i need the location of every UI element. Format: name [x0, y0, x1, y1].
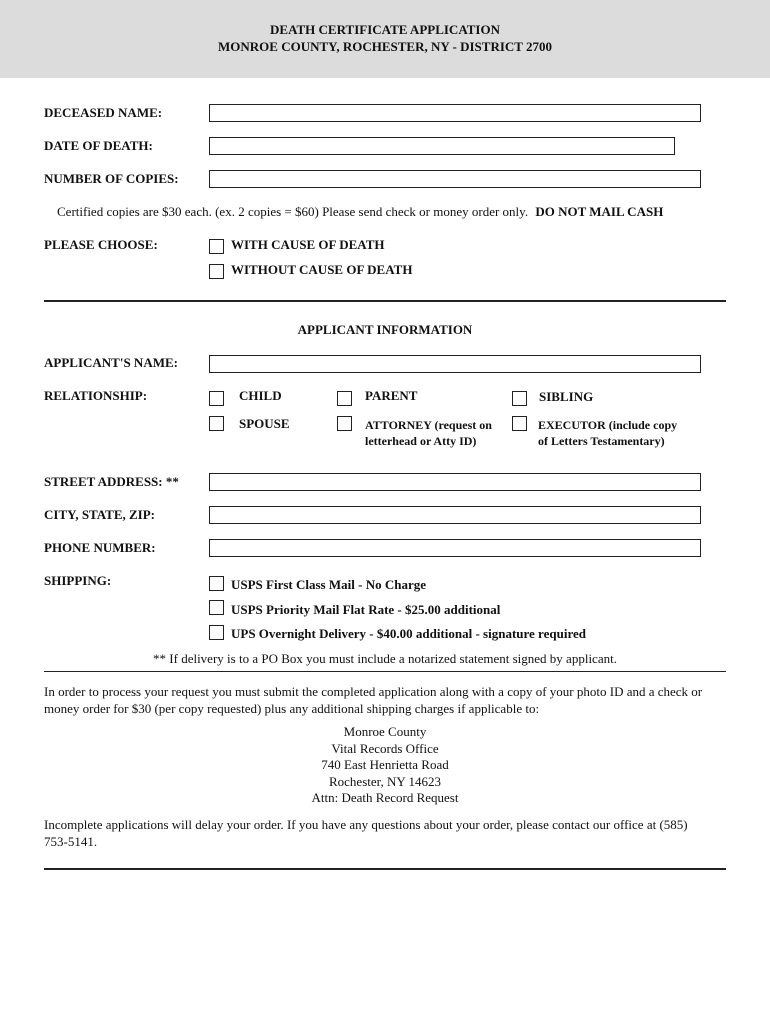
street-address-label: STREET ADDRESS: ** — [44, 474, 179, 489]
no-cash-warning: DO NOT MAIL CASH — [535, 204, 664, 219]
date-of-death-field[interactable] — [209, 137, 675, 155]
address-line-2: Vital Records Office — [331, 741, 439, 756]
executor-line-2: of Letters Testamentary) — [538, 434, 665, 448]
shipping-overnight-label: UPS Overnight Delivery - $40.00 additional - signature required — [231, 626, 586, 641]
attorney-line-2: letterhead or Atty ID) — [365, 434, 477, 448]
relationship-sibling-label: SIBLING — [539, 389, 594, 404]
form-title: DEATH CERTIFICATE APPLICATION — [270, 22, 500, 37]
shipping-label: SHIPPING: — [44, 573, 112, 588]
number-of-copies-label: NUMBER OF COPIES: — [44, 171, 179, 186]
shipping-priority-checkbox[interactable] — [209, 600, 224, 615]
relationship-executor-checkbox[interactable] — [512, 416, 527, 431]
relationship-attorney-checkbox[interactable] — [337, 416, 352, 431]
date-of-death-label: DATE OF DEATH: — [44, 138, 153, 153]
applicant-section-title: APPLICANT INFORMATION — [297, 322, 473, 337]
form-subtitle: MONROE COUNTY, ROCHESTER, NY - DISTRICT 2700 — [218, 39, 552, 54]
relationship-sibling-checkbox[interactable] — [512, 391, 527, 406]
applicant-name-label: APPLICANT'S NAME: — [44, 355, 178, 370]
address-line-4: Rochester, NY 14623 — [328, 774, 441, 789]
closing-note: Incomplete applications will delay your order. If you have any questions about your order, please contact our office at (585) 753-5141. — [44, 817, 688, 849]
number-of-copies-field[interactable] — [209, 170, 701, 188]
address-line-5: Attn: Death Record Request — [311, 790, 459, 805]
please-choose-label: PLEASE CHOOSE: — [44, 237, 158, 252]
shipping-overnight-checkbox[interactable] — [209, 625, 224, 640]
relationship-attorney-label — [365, 417, 492, 449]
shipping-first-class-label: USPS First Class Mail - No Charge — [231, 577, 426, 592]
without-cause-checkbox[interactable] — [209, 264, 224, 279]
relationship-executor-label — [538, 417, 677, 449]
pricing-text: Certified copies are $30 each. (ex. 2 copies = $60) Please send check or money order only. — [57, 204, 529, 219]
phone-number-label: PHONE NUMBER: — [44, 540, 156, 555]
relationship-label: RELATIONSHIP: — [44, 388, 148, 403]
deceased-name-label: DECEASED NAME: — [44, 105, 163, 120]
instructions-divider — [44, 671, 726, 672]
city-state-zip-field[interactable] — [209, 506, 701, 524]
relationship-spouse-label: SPOUSE — [239, 416, 290, 431]
applicant-name-field[interactable] — [209, 355, 701, 373]
shipping-first-class-checkbox[interactable] — [209, 576, 224, 591]
relationship-spouse-checkbox[interactable] — [209, 416, 224, 431]
po-box-note: ** If delivery is to a PO Box you must include a notarized statement signed by applicant. — [153, 651, 617, 666]
address-line-3: 740 East Henrietta Road — [321, 757, 449, 772]
with-cause-label: WITH CAUSE OF DEATH — [231, 237, 385, 252]
pricing-note — [57, 204, 663, 220]
street-address-field[interactable] — [209, 473, 701, 491]
without-cause-label: WITHOUT CAUSE OF DEATH — [231, 262, 413, 277]
relationship-parent-label: PARENT — [365, 388, 418, 403]
executor-line-1: EXECUTOR (include copy — [538, 418, 678, 432]
relationship-parent-checkbox[interactable] — [337, 391, 352, 406]
relationship-child-checkbox[interactable] — [209, 391, 224, 406]
with-cause-checkbox[interactable] — [209, 239, 224, 254]
address-line-1: Monroe County — [343, 724, 427, 739]
section-divider — [44, 300, 726, 302]
attorney-line-1: ATTORNEY (request on — [365, 418, 492, 432]
submission-instructions: In order to process your request you must submit the completed application along with a copy of your photo ID and a check or money order for $30 (per copy requested) plus any additional shipping charges if applicable to: — [44, 684, 703, 716]
footer-divider — [44, 868, 726, 870]
phone-number-field[interactable] — [209, 539, 701, 557]
deceased-name-field[interactable] — [209, 104, 701, 122]
shipping-priority-label: USPS Priority Mail Flat Rate - $25.00 additional — [231, 602, 501, 617]
relationship-child-label: CHILD — [239, 388, 282, 403]
city-state-zip-label: CITY, STATE, ZIP: — [44, 507, 156, 522]
